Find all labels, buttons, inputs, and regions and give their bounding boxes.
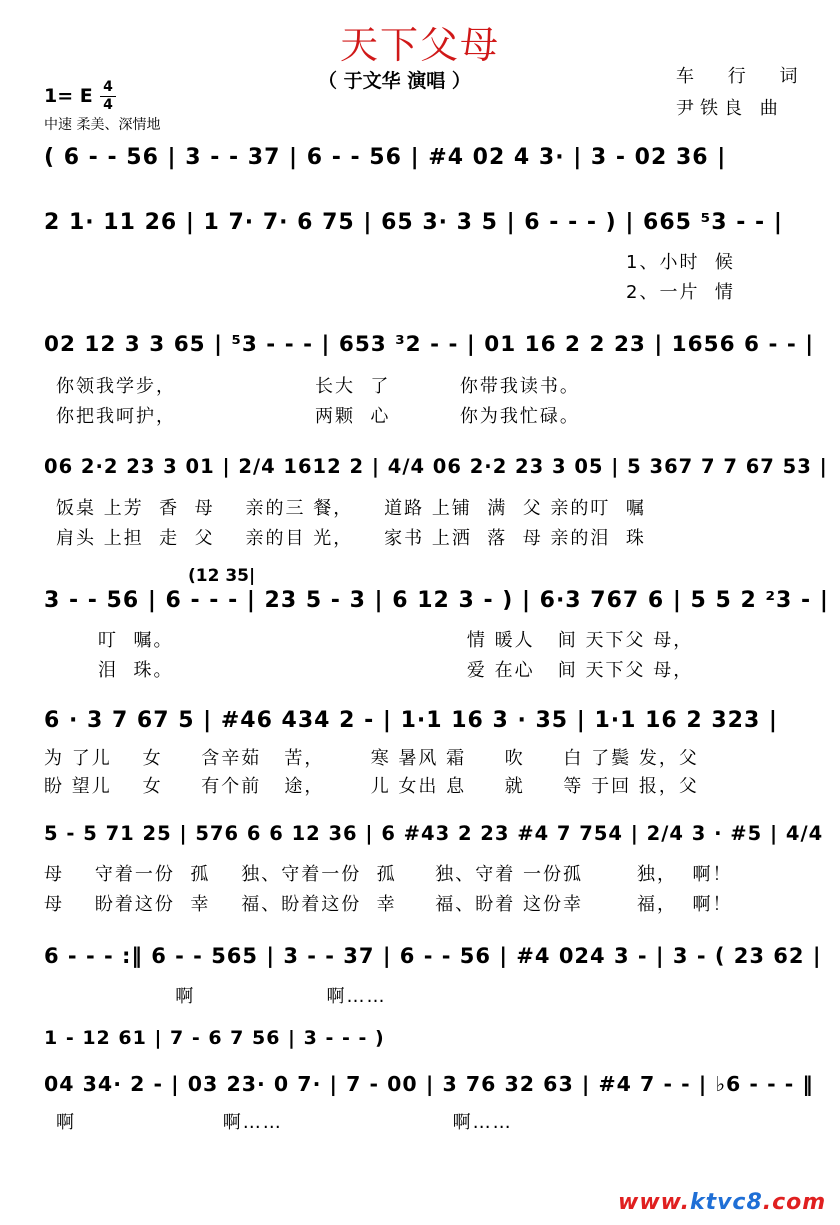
song-title: 天下父母 — [339, 23, 500, 67]
notation-row-2: 2 1· 11 26 | 1 7· 7· 6 75 | 65 3· 3 5 | 6 - - - ) | 665 ⁵3 - - | — [44, 210, 783, 235]
lyric-row-2-verse-2: 2、一片 情 — [626, 282, 735, 303]
singer-credit: （ 于文华 演唱 ） — [318, 70, 471, 92]
tempo-marking: 中速 柔美、深情地 — [44, 117, 161, 133]
meter-bottom: 4 — [103, 97, 113, 113]
meter-top: 4 — [103, 79, 113, 95]
notation-row-7: 5 - 5 71 25 | 576 6 6 12 36 | 6 #43 2 23 #4 7 754 | 2/4 3 · #5 | 4/4 — [44, 822, 824, 845]
lyric-row-2-verse-1: 1、小时 候 — [626, 252, 735, 273]
lyric-row-7-verse-2: 母 盼着这份 幸 福、盼着这份 幸 福、盼着 这份幸 福， 啊！ — [44, 894, 733, 915]
lyric-row-5-verse-1: 叮 嘱。 情 暖人 间 天下父 母， — [98, 630, 694, 651]
time-signature — [100, 80, 116, 113]
watermark-suffix: .com — [762, 1190, 827, 1215]
notation-row-6: 6 · 3 7 67 5 | #46 434 2 - | 1·1 16 3 · 35 | 1·1 16 2 323 | — [44, 708, 778, 733]
lyric-row-4-verse-1: 饭桌 上芳 香 母 亲的三 餐， 道路 上铺 满 父 亲的叮 嘱 — [56, 498, 646, 519]
watermark-brand: ktvc8 — [689, 1190, 763, 1215]
notation-row-10: 04 34· 2 - | 03 23· 0 7· | 7 - 00 | 3 76 32 63 | #4 7 - - | ♭6 - - - ‖ — [44, 1072, 814, 1096]
lyric-row-4-verse-2: 肩头 上担 走 父 亲的目 光， 家书 上洒 落 母 亲的泪 珠 — [56, 528, 646, 549]
lyric-row-6-verse-1: 为 了儿 女 含辛茹 苦， 寒 暑风 霜 吹 白 了鬓 发，父 — [44, 748, 699, 769]
watermark-prefix: www. — [618, 1190, 690, 1215]
lyric-row-6-verse-2: 盼 望儿 女 有个前 途， 儿 女出 息 就 等 于回 报，父 — [44, 776, 699, 797]
notation-row-9-accompaniment: 1 - 12 61 | 7 - 6 7 56 | 3 - - - ) — [44, 1027, 385, 1049]
key-signature: 1= E — [44, 85, 93, 107]
site-watermark — [618, 1190, 826, 1215]
lyric-row-7-verse-1: 母 守着一份 孤 独、守着一份 孤 独、守着 一份孤 独， 啊！ — [44, 864, 733, 885]
lyric-row-10: 啊 啊…… 啊…… — [56, 1112, 513, 1133]
notation-row-3: 02 12 3 3 65 | ⁵3 - - - | 653 ³2 - - | 01 16 2 2 23 | 1656 6 - - | — [44, 332, 815, 357]
notation-row-5: 3 - - 56 | 6 - - - | 23 5 - 3 | 6 12 3 - ) | 6·3 767 6 | 5 5 2 ²3 - | — [44, 588, 829, 613]
lyric-row-8: 啊 啊…… — [44, 986, 387, 1007]
lyric-row-5-verse-2: 泪 珠。 爱 在心 间 天下父 母， — [98, 660, 694, 681]
notation-row-1: ( 6 - - 56 | 3 - - 37 | 6 - - 56 | #4 02 4 3· | 3 - 02 36 | — [44, 145, 727, 170]
interlude-notation: (12 35| — [188, 566, 256, 586]
notation-row-8: 6 - - - :‖ 6 - - 565 | 3 - - 37 | 6 - - 56 | #4 024 3 - | 3 - ( 23 62 | — [44, 944, 822, 968]
lyric-row-3-verse-1: 你领我学步， 长大 了 你带我读书。 — [56, 376, 580, 397]
notation-row-4: 06 2·2 23 3 01 | 2/4 1612 2 | 4/4 06 2·2 23 3 05 | 5 367 7 7 67 53 | — [44, 455, 828, 478]
lyric-row-3-verse-2: 你把我呵护， 两颗 心 你为我忙碌。 — [56, 406, 580, 427]
lyricist-credit: 车 行 词 — [676, 66, 812, 87]
composer-credit: 尹铁良 曲 — [676, 98, 784, 119]
